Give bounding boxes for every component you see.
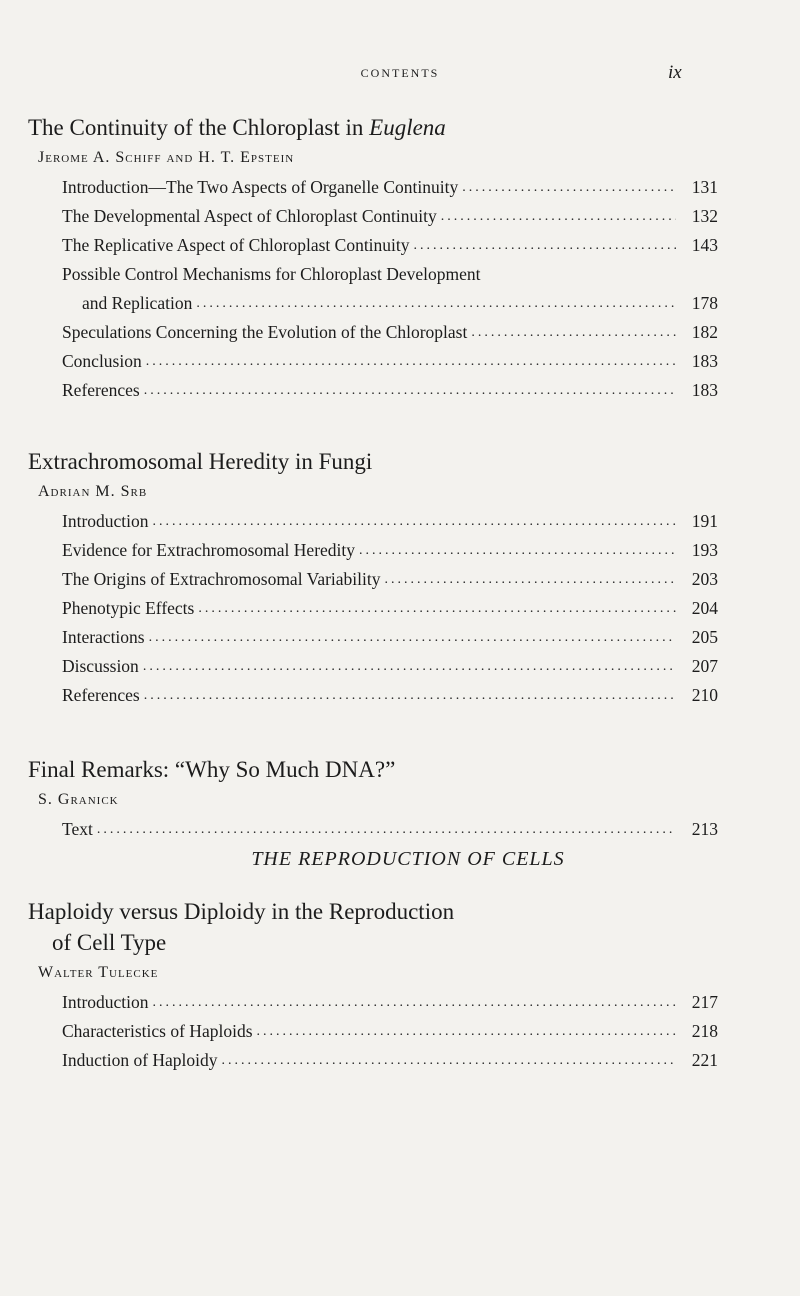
toc-entry-page: 217: [691, 992, 718, 1012]
toc-entry[interactable]: [62, 815, 718, 844]
toc-entry-page: 203: [691, 569, 718, 589]
toc-entry[interactable]: [62, 318, 718, 347]
toc-entry-page: 210: [691, 685, 718, 705]
toc-entry-label: Phenotypic Effects: [62, 594, 194, 623]
toc-entry-label: Text: [62, 815, 93, 844]
section-heading: THE REPRODUCTION OF CELLS: [251, 848, 565, 870]
toc-entry-label: Evidence for Extrachromosomal Heredity: [62, 536, 355, 565]
toc-entry-label: Conclusion: [62, 347, 142, 376]
chapter-title: Extrachromosomal Heredity in Fungi: [28, 449, 373, 474]
toc-entry-page: 191: [691, 511, 718, 531]
toc-entry-label: References: [62, 376, 140, 405]
chapter-title-line1: Haploidy versus Diploidy in the Reproduction: [28, 899, 455, 924]
chapter-author: S. Granick: [38, 791, 119, 808]
toc-entry-line2[interactable]: [62, 289, 718, 318]
chapter-title-line2: of Cell Type: [52, 930, 167, 955]
toc-entry-label: Introduction: [62, 507, 149, 536]
toc-entry-page: 221: [691, 1050, 718, 1070]
toc-entry-page: 183: [691, 380, 718, 400]
toc-entry-label: Characteristics of Haploids: [62, 1017, 253, 1046]
toc-entry-page: 178: [691, 293, 718, 313]
toc-entry-page: 213: [691, 819, 718, 839]
toc-entry[interactable]: [62, 376, 718, 405]
chapter-author: Jerome A. Schiff and H. T. Epstein: [38, 149, 295, 166]
toc-entry-label: Possible Control Mechanisms for Chloroplast Development: [62, 260, 481, 289]
toc-entry[interactable]: [62, 988, 718, 1017]
chapter-title: [28, 896, 718, 958]
toc-entry[interactable]: [62, 652, 718, 681]
toc-entry-label: Discussion: [62, 652, 139, 681]
toc-entries: [28, 988, 718, 1075]
toc-entry-page: 132: [691, 206, 718, 226]
toc-entries: [28, 815, 718, 844]
toc-entry-label: Introduction: [62, 988, 149, 1017]
toc-entry-page: 182: [691, 322, 718, 342]
toc-entry-page: 207: [691, 656, 718, 676]
toc-entry-label: and Replication: [62, 289, 192, 318]
toc-entry[interactable]: [62, 231, 718, 260]
chapter-fungi: [28, 446, 718, 710]
chapter-title-italic: Euglena: [369, 115, 446, 140]
chapter-final-remarks: [28, 754, 718, 844]
toc-entries: [28, 507, 718, 710]
toc-entry-page: 183: [691, 351, 718, 371]
chapter-author: Walter Tulecke: [38, 964, 159, 981]
toc-entry-page: 143: [691, 235, 718, 255]
toc-entry[interactable]: [62, 565, 718, 594]
toc-entry[interactable]: [62, 623, 718, 652]
toc-entry[interactable]: [62, 202, 718, 231]
chapter-chloroplast: [28, 112, 718, 405]
toc-entry[interactable]: [62, 1017, 718, 1046]
page-number: ix: [668, 62, 682, 83]
running-head: CONTENTS: [360, 66, 440, 80]
toc-entry[interactable]: [62, 681, 718, 710]
toc-entry-page: 218: [691, 1021, 718, 1041]
chapter-haploidy: [28, 896, 718, 1075]
toc-entry-label: References: [62, 681, 140, 710]
toc-entry[interactable]: [62, 1046, 718, 1075]
toc-entry-label: The Developmental Aspect of Chloroplast Continuity: [62, 202, 437, 231]
toc-entry-line1[interactable]: [62, 260, 718, 289]
toc-entry[interactable]: [62, 173, 718, 202]
toc-entry-label: Introduction—The Two Aspects of Organelle Continuity: [62, 173, 458, 202]
chapter-title: Final Remarks: “Why So Much DNA?”: [28, 757, 396, 782]
chapter-title-text: The Continuity of the Chloroplast in: [28, 115, 370, 140]
toc-entry-label: Induction of Haploidy: [62, 1046, 218, 1075]
toc-entry-label: Speculations Concerning the Evolution of the Chloroplast: [62, 318, 467, 347]
toc-entry-page: 131: [691, 177, 718, 197]
toc-entry[interactable]: [62, 347, 718, 376]
toc-entry-label: Interactions: [62, 623, 145, 652]
chapter-author: Adrian M. Srb: [38, 483, 148, 500]
toc-entry-page: 193: [691, 540, 718, 560]
toc-entries: [28, 173, 718, 405]
toc-entry[interactable]: [62, 536, 718, 565]
toc-entry-label: The Origins of Extrachromosomal Variability: [62, 565, 381, 594]
toc-entry[interactable]: [62, 594, 718, 623]
toc-entry-page: 205: [691, 627, 718, 647]
toc-entry-page: 204: [691, 598, 718, 618]
toc-entry[interactable]: [62, 507, 718, 536]
toc-entry-label: The Replicative Aspect of Chloroplast Continuity: [62, 231, 410, 260]
chapter-title: [28, 112, 718, 143]
